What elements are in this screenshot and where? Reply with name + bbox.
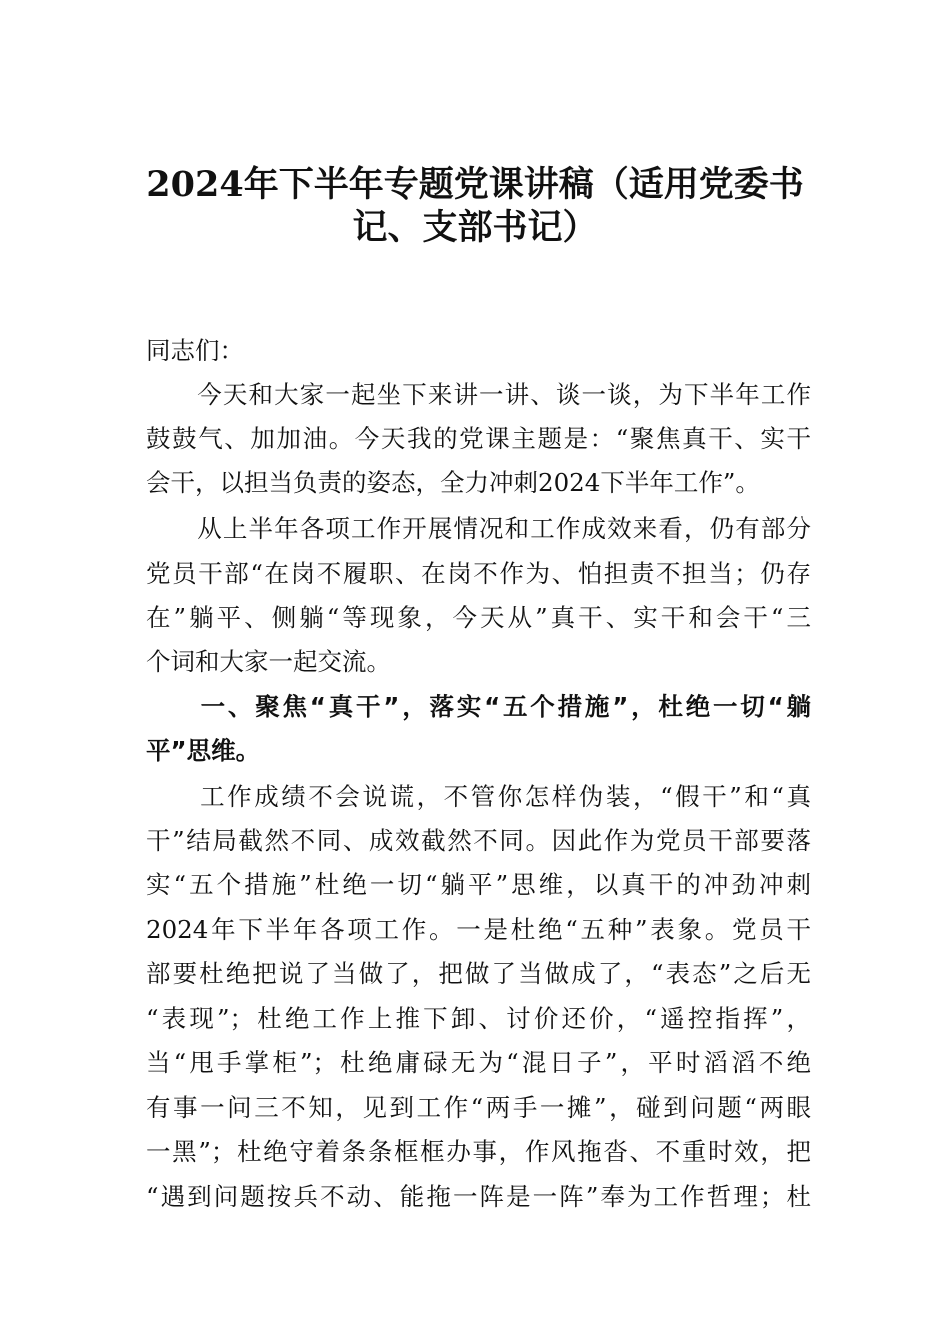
paragraph-line: 鼓鼓气、加加油。今天我的党课主题是：“聚焦真干、实干	[146, 424, 811, 453]
paragraph-line: 有事一问三不知，见到工作“两手一摊”，碰到问题“两眼	[146, 1093, 811, 1122]
paragraph-line: 在”躺平、侧躺“等现象，今天从”真干、实干和会干“三	[146, 603, 811, 632]
paragraph-line: 实“五个措施”杜绝一切“躺平”思维，以真干的冲劲冲刺	[146, 870, 811, 899]
paragraph-line: 工作成绩不会说谎，不管你怎样伪装，“假干”和“真	[146, 782, 811, 811]
paragraph-line: 今天和大家一起坐下来讲一讲、谈一谈，为下半年工作	[146, 380, 811, 409]
paragraph-line: 部要杜绝把说了当做了，把做了当做成了，“表态”之后无	[146, 959, 811, 988]
paragraph-line: 党员干部“在岗不履职、在岗不作为、怕担责不担当；仍存	[146, 559, 811, 588]
paragraph-line: 2024年下半年各项工作。一是杜绝“五种”表象。党员干	[146, 915, 811, 944]
paragraph-line: 当“甩手掌柜”；杜绝庸碌无为“混日子”，平时滔滔不绝	[146, 1048, 811, 1077]
paragraph-line: 一黑”；杜绝守着条条框框办事，作风拖沓、不重时效，把	[146, 1137, 811, 1166]
section-heading: 平”思维。	[146, 736, 261, 765]
salutation: 同志们：	[146, 336, 244, 365]
paragraph-line: “遇到问题按兵不动、能拖一阵是一阵”奉为工作哲理；杜	[146, 1182, 811, 1211]
document-title-line-1: 2024年下半年专题党课讲稿（适用党委书	[146, 164, 804, 205]
paragraph-line: 从上半年各项工作开展情况和工作成效来看，仍有部分	[146, 514, 811, 543]
paragraph-line: 会干，以担当负责的姿态，全力冲刺2024下半年工作”。	[146, 468, 760, 497]
section-heading: 一、聚焦“真干”，落实“五个措施”，杜绝一切“躺	[146, 692, 811, 721]
paragraph-line: 干”结局截然不同、成效截然不同。因此作为党员干部要落	[146, 826, 811, 855]
document-title-line-2: 记、支部书记）	[352, 207, 598, 248]
paragraph-line: “表现”；杜绝工作上推下卸、讨价还价，“遥控指挥”，	[146, 1004, 811, 1033]
paragraph-line: 个词和大家一起交流。	[146, 647, 391, 676]
